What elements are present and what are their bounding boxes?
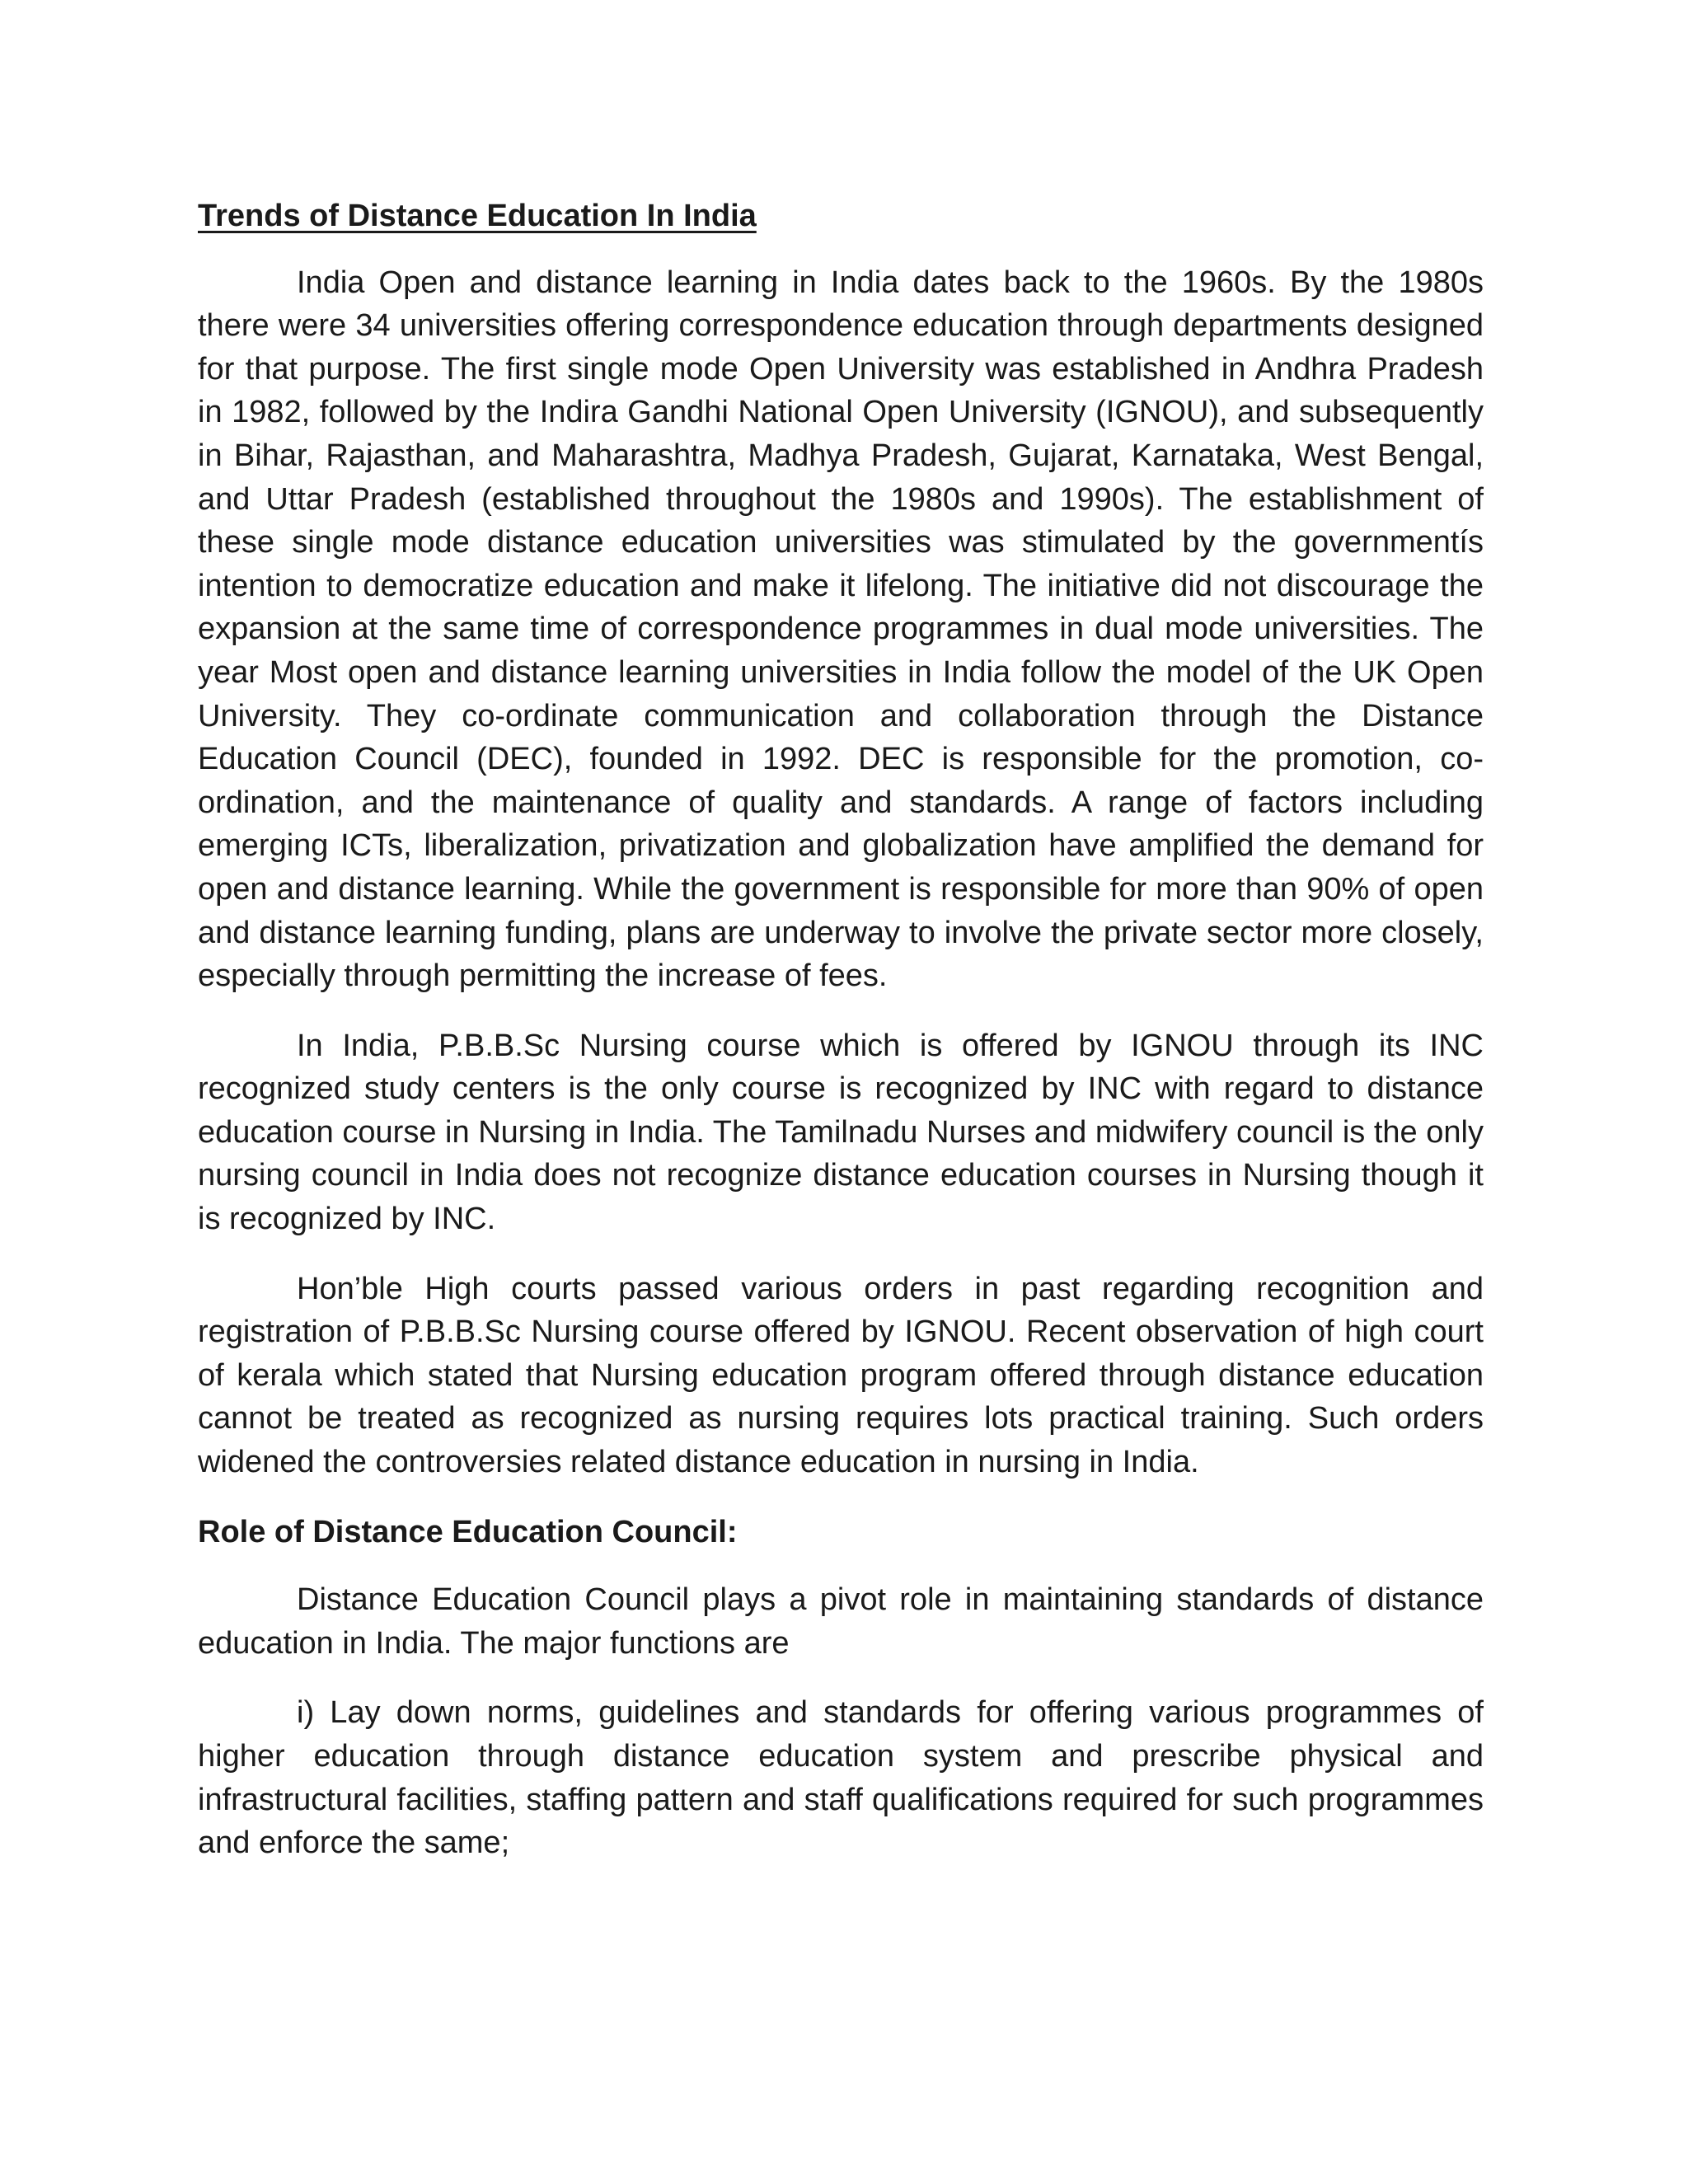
paragraph-history: India Open and distance learning in India dates back to the 1960s. By the 1980s there were 34 universities offering correspondence education through departments designed for that purpose. The first single mode Open University was established in Andhra Pradesh in 1982, followed by the Indira Gandhi National Open University (IGNOU), and subsequently in Bihar, Rajasthan, and Maharashtra, Madhya Pradesh, Gujarat, Karnataka, West Bengal, and Uttar Pradesh (established throughout the 1980s and 1990s). The establishment of these single mode distance education universities was stimulated by the governmentís intention to democratize education and make it lifelong. The initiative did not discourage the expansion at the same time of correspondence programmes in dual mode universities. The year Most open and distance learning universities in India follow the model of the UK Open University. They co-ordinate communication and collaboration through the Distance Education Council (DEC), founded in 1992. DEC is responsible for the promotion, co-ordination, and the maintenance of quality and standards. A range of factors including emerging ICTs, liberalization, privatization and globalization have amplified the demand for open and distance learning. While the government is responsible for more than 90% of open and distance learning funding, plans are underway to involve the private sector more closely, especially through permitting the increase of fees. [198,265,1484,994]
paragraph-dec-function-1: i) Lay down norms, guidelines and standards for offering various programmes of higher education through distance education system and prescribe physical and infrastructural facilities, staffing pattern and staff qualifications required for such programmes and enforce the same; [198,1695,1484,1861]
document-page [198,194,1484,1891]
paragraph-high-court: Hon’ble High courts passed various orders in past regarding recognition and registration of P.B.B.Sc Nursing course offered by IGNOU. Recent observation of high court of kerala which stated that Nursing education program offered through distance education cannot be treated as recognized as nursing requires lots practical training. Such orders widened the controversies related distance education in nursing in India. [198,1271,1484,1480]
document-title: Trends of Distance Education In India [198,199,757,233]
paragraph-nursing-course: In India, P.B.B.Sc Nursing course which is offered by IGNOU through its INC recognized study centers is the only course is recognized by INC with regard to distance education course in Nursing in India. The Tamilnadu Nurses and midwifery council is the only nursing council in India does not recognize distance education courses in Nursing though it is recognized by INC. [198,1028,1484,1237]
paragraph-dec-intro: Distance Education Council plays a pivot role in maintaining standards of distance education in India. The major functions are [198,1582,1484,1661]
section-heading-dec-role: Role of Distance Education Council: [198,1514,738,1549]
